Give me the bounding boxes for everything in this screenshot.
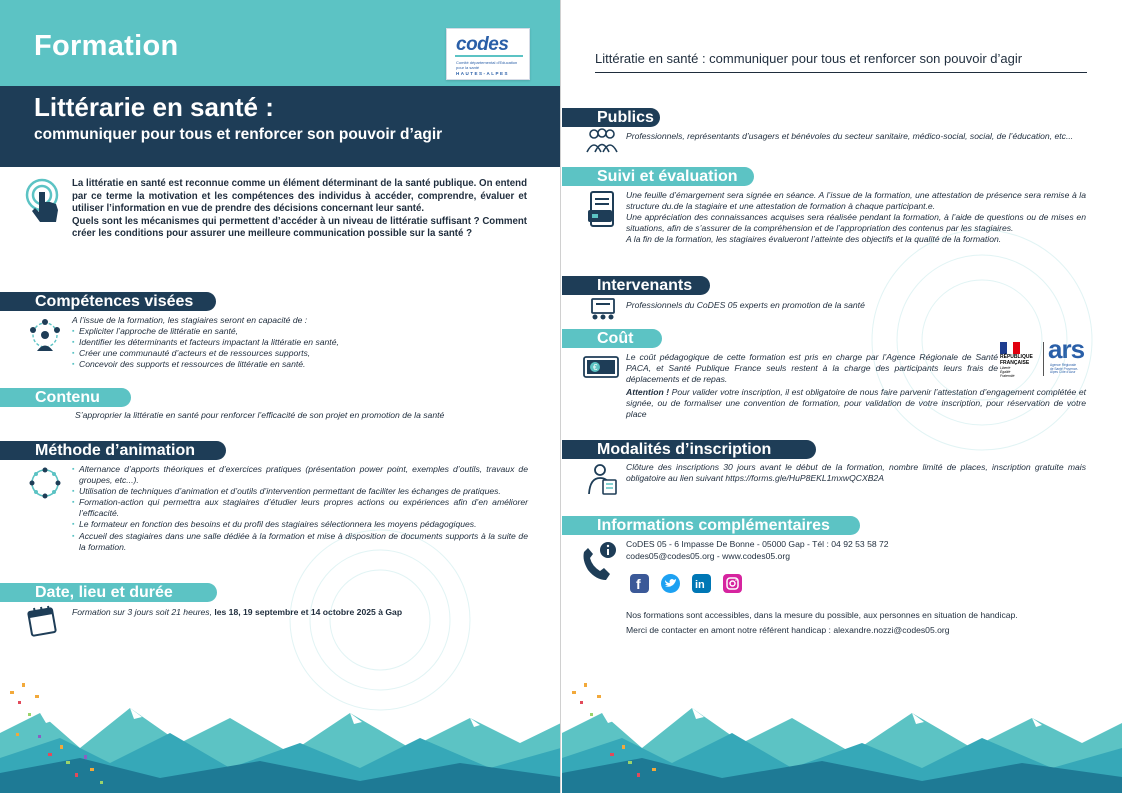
mountains-illustration — [562, 673, 1122, 793]
list-item: ▪ Concevoir des supports et ressources de littératie en santé. — [72, 359, 372, 370]
list-item: ▪ Le formateur en fonction des besoins et du profil des stagiaires sélectionnera les moyens pédagogiques. — [72, 519, 528, 530]
intervenants-text: Professionnels du CoDES 05 experts en promotion de la santé — [626, 300, 865, 310]
linkedin-icon[interactable] — [692, 574, 711, 593]
competences-lead: A l’issue de la formation, les stagiaires seront en capacité de : — [72, 315, 308, 325]
contact-address: CoDES 05 - 6 Impasse De Bonne - 05000 Gap - Tél : 04 92 53 58 72 — [626, 539, 889, 549]
handicap-line-2: Merci de contacter en amont notre référent handicap : alexandre.nozzi@codes05.org — [626, 625, 950, 636]
suivi-paragraph-1: Une feuille d’émargement sera signée en séance. A l’issue de la formation, une attestation de présence sera remise à la structure du.de la stagiaire et une attestation de formation à chaque participant.e. — [626, 190, 1086, 212]
list-item: ▪ Créer une communauté d’acteurs et de ressources supports, — [72, 348, 372, 359]
twitter-icon[interactable] — [661, 574, 680, 593]
handicap-block — [626, 609, 1106, 637]
section-header-contenu: Contenu — [0, 388, 131, 407]
codes-logo — [446, 28, 530, 80]
phone-info-icon — [580, 540, 620, 582]
page-title: Littérarie en santé : — [34, 92, 274, 122]
section-header-date: Date, lieu et durée — [0, 583, 217, 602]
list-item: ▪ Alternance d’apports théoriques et d’exercices pratiques (présentation power point, exemples d’outils, travaux de groupes, etc...). — [72, 464, 528, 486]
right-page-header: Littératie en santé : communiquer pour tous et renforcer son pouvoir d’agir — [595, 51, 1023, 66]
money-icon — [582, 354, 622, 380]
suivi-paragraph-2: Une appréciation des connaissances acquises sera réalisée pendant la formation, à l’aide de questions ou de mises en situations, afin de s’assurer de la compréhension et de l’appropriation des contenus par les stagiaires. — [626, 212, 1086, 234]
right-page — [562, 0, 1122, 793]
attention-label: Attention ! — [626, 387, 670, 397]
registration-person-icon — [586, 462, 620, 496]
section-header-infos: Informations complémentaires — [562, 516, 860, 535]
rf-motto-line: Fraternité — [1000, 373, 1015, 378]
header-divider — [595, 72, 1087, 73]
instagram-icon[interactable] — [723, 574, 742, 593]
section-header-suivi: Suivi et évaluation — [562, 167, 754, 186]
page-subtitle: communiquer pour tous et renforcer son pouvoir d’agir — [34, 126, 443, 143]
intro-paragraph-2: Quels sont les mécanismes qui permettent d’accéder à un niveau de littératie suffisant ? Comment créer les conditions pour assurer une meilleure communication possible sur la santé ? — [72, 215, 527, 240]
group-people-icon — [586, 128, 618, 154]
section-header-modalites: Modalités d’inscription — [562, 440, 816, 459]
touch-hand-icon — [22, 178, 70, 226]
ars-word: ars — [1048, 334, 1085, 364]
calendar-icon — [26, 604, 60, 638]
attention-text: Pour valider votre inscription, il est obligatoire de nous faire parvenir l’attestation d’engagement complétée et signée, ou de formaliser une convention de formation, pour validation de votre inscription, pour réservation de votre place — [626, 387, 1086, 420]
rf-motto-line: Égalité — [1000, 369, 1011, 374]
suivi-paragraph-3: A la fin de la formation, les stagiaires évalueront l’atteinte des objectifs et la qualité de la formation. — [626, 234, 1002, 245]
title-band — [0, 86, 561, 167]
publics-text: Professionnels, représentants d’usagers et bénévoles du secteur sanitaire, médico-social, social, de l’éducation, etc... — [626, 131, 1074, 141]
list-item: ▪ Accueil des stagiaires dans une salle dédiée à la formation et mise à disposition de documents supports à la suite de la formation. — [72, 531, 528, 553]
intro-text — [72, 178, 527, 241]
svg-text:€: € — [593, 363, 598, 372]
list-item: ▪ Utilisation de techniques d’animation et d’outils d’intervention permettant de faciliter les échanges de pratiques. — [72, 486, 528, 497]
logo-region: HAUTES-ALPES — [456, 71, 510, 76]
rf-motto-line: Liberté — [1000, 366, 1011, 370]
contact-email-web[interactable]: codes05@codes05.org - www.codes05.org — [626, 551, 790, 562]
ars-subtitle: Agence Régionale de Santé Provence-Alpes Côte d'Azur — [1050, 363, 1079, 375]
formation-label: Formation — [34, 30, 179, 62]
competences-block — [72, 315, 372, 370]
svg-text:in: in — [695, 579, 705, 591]
section-header-cout: Coût — [562, 329, 662, 348]
network-people-icon — [28, 318, 62, 352]
date-text-plain: Formation sur 3 jours soit 21 heures, — [72, 607, 215, 617]
section-header-methode: Méthode d’animation — [0, 441, 226, 460]
facebook-icon[interactable] — [630, 574, 649, 593]
intro-paragraph-1: La littératie en santé est reconnue comme un élément déterminant de la santé publique. On entend par ce terme la motivation et les compétences des individus à accéder, comprendre, évaluer et utiliser l’information en vue de prendre des décisions concernant leur santé. — [72, 178, 527, 215]
top-band — [0, 0, 561, 86]
evaluation-form-icon — [586, 190, 620, 230]
contact-block — [626, 538, 1046, 563]
logo-subtitle: Comité départemental d'Education pour la santé — [456, 60, 518, 70]
handicap-line-1: Nos formations sont accessibles, dans la mesure du possible, aux personnes en situation de handicap. — [626, 610, 1018, 620]
logo-word: codes — [456, 34, 509, 55]
list-item: ▪ Formation-action qui permettra aux stagiaires d’étudier leurs propres actions ou expériences afin d’en améliorer l’efficacité. — [72, 497, 528, 519]
speaker-podium-icon — [586, 297, 620, 321]
cout-text-1: Le coût pédagogique de cette formation est pris en charge par l’Agence Régionale de Santé PACA, et Santé Publique France seuls restent à la charge des participants leurs frais de déplacements et de repas. — [626, 352, 998, 385]
logo-swoosh-icon — [455, 55, 523, 59]
rf-line: RÉPUBLIQUE — [1000, 354, 1033, 360]
mountains-illustration — [0, 673, 561, 793]
list-item: ▪ Identifier les déterminants et facteurs impactant la littératie en santé, — [72, 337, 372, 348]
competences-list — [72, 326, 372, 370]
rf-line: FRANÇAISE — [1000, 359, 1030, 366]
cycle-icon — [28, 466, 62, 500]
section-header-publics: Publics — [562, 108, 660, 127]
date-text-bold: les 18, 19 septembre et 14 octobre 2025 à Gap — [214, 607, 403, 617]
modalites-text: Clôture des inscriptions 30 jours avant le début de la formation, nombre limité de places, inscription gratuite mais obligatoire au lien suivant https://forms.gle/HuP8EKL1mxwQCXB2A — [626, 462, 1086, 484]
contenu-text: S’approprier la littératie en santé pour renforcer l’efficacité de son projet en promotion de la santé — [75, 410, 445, 420]
svg-text:f: f — [636, 576, 641, 592]
list-item: ▪ Expliciter l’approche de littératie en santé, — [72, 326, 372, 337]
section-header-competences: Compétences visées — [0, 292, 216, 311]
decorative-circles-icon — [862, 220, 1102, 460]
section-header-intervenants: Intervenants — [562, 276, 710, 295]
